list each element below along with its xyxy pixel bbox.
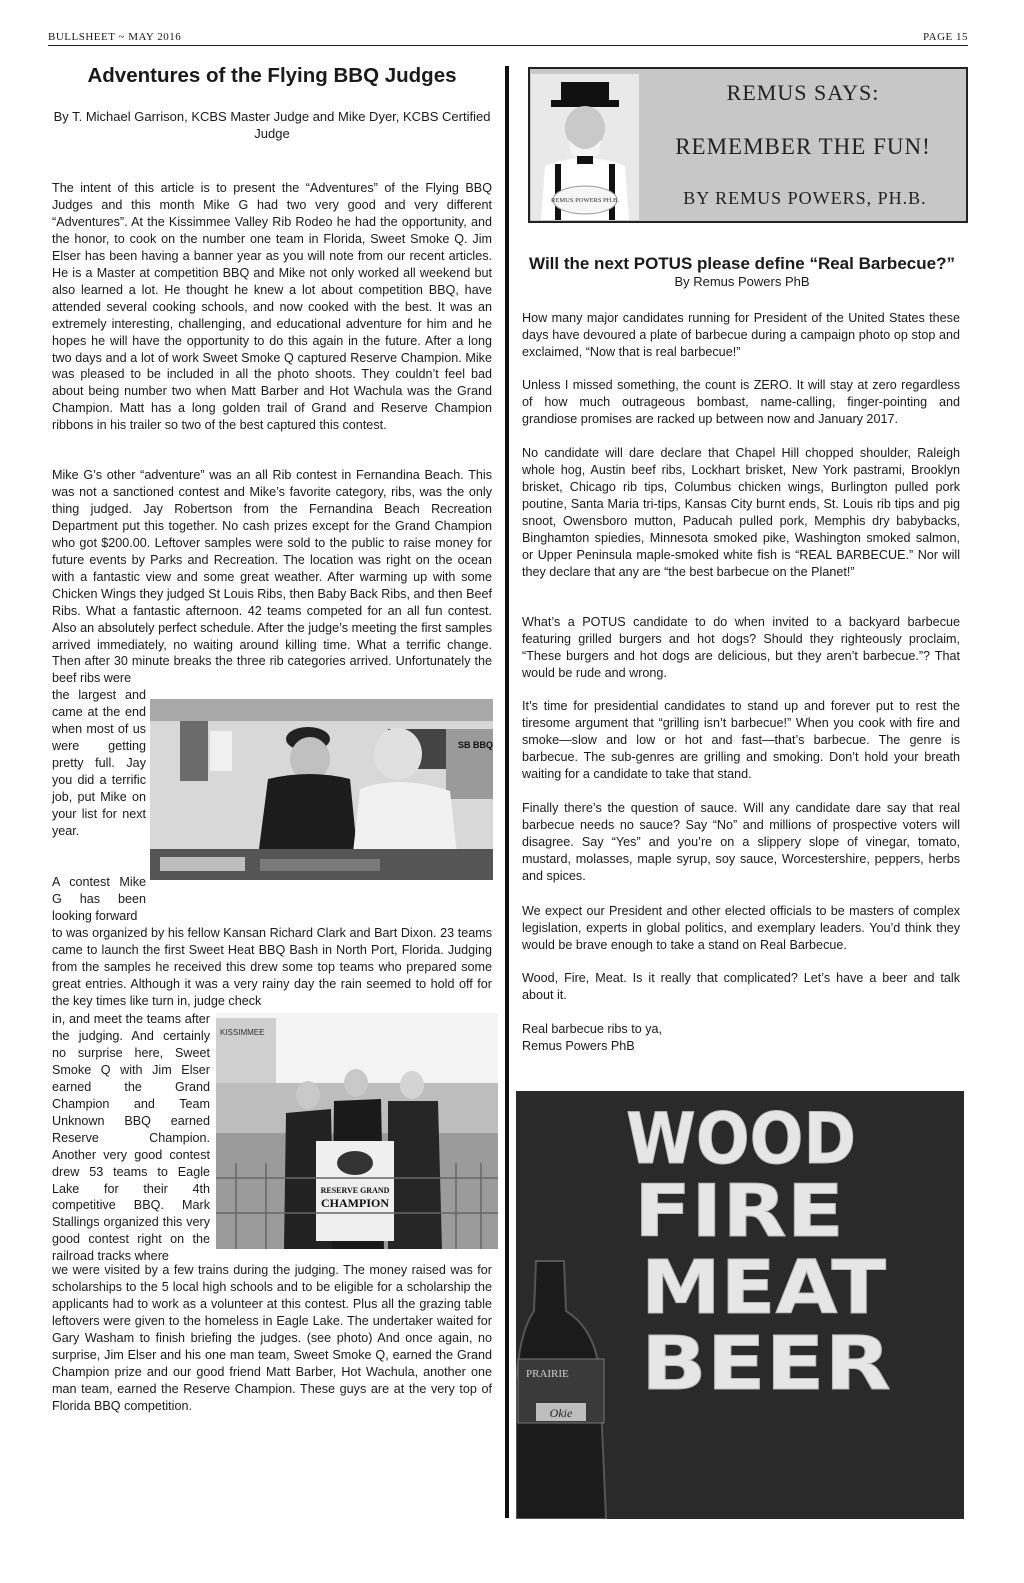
column-byline: By Remus Powers PhB xyxy=(674,274,810,289)
bottle-label-text: PRAIRIE xyxy=(526,1368,569,1380)
column-closing xyxy=(522,1021,960,1055)
poster-line-fire: FIRE xyxy=(634,1169,844,1253)
column-paragraph-1: How many major candidates running for President of the United States these days have devoured a plate of barbecue during a campaign photo op stop and exclaimed, “Now that is real barbecue!” xyxy=(522,311,960,359)
apron-text: REMUS POWERS PH.B. xyxy=(551,197,619,204)
column-paragraph-2: Unless I missed something, the count is ZERO. It will stay at zero regardless of how much outrageous bombast, name-calling, finger-pointing and grandiose promises are racked up between now and January 2017. xyxy=(522,378,960,426)
poster-line-beer: BEER xyxy=(641,1321,891,1407)
remus-byline: BY REMUS POWERS, PH.B. xyxy=(683,188,927,208)
banner-line-2: CHAMPION xyxy=(321,1196,389,1210)
column-paragraph-3: No candidate will dare declare that Chapel Hill chopped shoulder, Raleigh whole hog, Austin beef ribs, Lockhart brisket, New York pastrami, Brooklyn brisket, Chicago rib tips, Columbus chicken wings, Burlington pulled pork poutine, Santa Maria tri-tips, Kansas City burnt ends, St. Louis rib tips and pig snoot, Owensboro mutton, Paducah pulled pork, Memphis dry babybacks, Binghamton spiedies, Minnesota smoked pike, Washington smoked salmon, or Upper Peninsula maple-smoked white fish is “REAL BARBECUE.” Nor will they declare that any are “the best barbecue on the Planet!” xyxy=(522,446,960,579)
article-paragraph-3-wrap: A contest Mike G has been looking forward xyxy=(52,875,146,923)
column-closing-line-1: Real barbecue ribs to ya, xyxy=(522,1022,663,1036)
article-paragraph-2: Mike G’s other “adventure” was an all Rib contest in Fernandina Beach. This was not a sanctioned contest and Mike’s favorite category, ribs, was the only thing judged. Jay Robertson from the Fernandina Beach Recreation Department put this together. No cash prizes except for the Grand Champion who got $200.00. Leftover samples were sold to the public to raise money for future events by Parks and Recreation. The location was right on the ocean with a fantastic view and some great weather. After warming up with some Chicken Wings they judged St Louis Ribs, then Baby Back Ribs, and then Beef Ribs. What a fantastic afternoon. 42 teams competed for an all fun contest. Also an absolutely perfect schedule. After the judge’s meeting the first samples arrived immediately, no waiting around killing time. What a terrific change. Then after 30 minute breaks the three rib categories arrived. Unfortunately the beef ribs were xyxy=(52,468,492,686)
header-page-number: PAGE 15 xyxy=(923,31,968,43)
photo-winners-banner xyxy=(216,1013,498,1249)
photo-cooking-team xyxy=(150,699,493,880)
banner-line-1: RESERVE GRAND xyxy=(320,1186,390,1195)
photo-remus-powers xyxy=(531,74,639,220)
remus-says-heading: REMUS SAYS: xyxy=(726,80,880,105)
column-signature: Remus Powers PhB xyxy=(522,1038,635,1053)
article-paragraph-1: The intent of this article is to present the “Adventures” of the Flying BBQ Judges and this month Mike G had two very good and very different “Adventures”. At the Kissimmee Valley Rib Rodeo he had the opportunity, and the honor, to cook on the number one team in Florida, Sweet Smoke Q. Jim Elser has been having a banner year as you will note from our recent articles. He is a Master at competition BBQ and Mike not only worked all weekend but also learned a lot. He thought he knew a lot about competition BBQ, have attended several cooking schools, and now cooked with the best. It was an extremely interesting, challenging, and educational adventure for him and he hopes he will have the opportunity to do this again in the future. After a long two days and a lot of work Sweet Smoke Q captured Reserve Champion. Mike was pleased to be included in all the photo shoots. They couldn’t feel bad about being number two when Matt Barber and Hot Wachula was the Grand Champion. Matt has a long golden trail of Grand and Reserve Champion ribbons in his trailer so two of the best captured this contest. xyxy=(52,181,492,433)
column-paragraph-8: Wood, Fire, Meat. Is it really that complicated? Let’s have a beer and talk about it. xyxy=(522,971,960,1002)
poster-line-wood: WOOD xyxy=(626,1098,856,1180)
article-byline: By T. Michael Garrison, KCBS Master Judge and Mike Dyer, KCBS Certified Judge xyxy=(53,109,491,141)
running-header xyxy=(48,28,968,46)
article-paragraph-4-wrap: in, and meet the teams after the judging. And certainly no surprise here, Sweet Smoke Q with Jim Elser earned the Grand Champion and Team Unknown BBQ earned Reserve Champion. Another very good contest drew 53 teams to Eagle Lake for their 4th competitive BBQ. Mark Stallings organized this very good contest right on the railroad tracks where xyxy=(52,1012,210,1264)
poster-line-meat: MEAT xyxy=(641,1245,887,1331)
photo-sign-text: SB BBQ xyxy=(458,740,493,750)
column-paragraph-6: Finally there’s the question of sauce. Will any candidate dare say that real barbecue needs no sauce? Say “No” and millions of prospective voters will disagree. Say “Yes” and you’re on a slippery slope of vinegar, tomato, mustard, molasses, maple syrup, soy sauce, Worcestershire, peppers, herbs and spices. xyxy=(522,801,960,883)
photo-sign-text: KISSIMMEE xyxy=(220,1028,265,1037)
column-paragraph-4: What’s a POTUS candidate to do when invited to a backyard barbecue featuring grilled burgers and hot dogs? Should they righteously proclaim, “These burgers and hot dogs are delicious, but they aren’t barbecue.”? That would be rude and wrong. xyxy=(522,615,960,680)
article-paragraph-2-wrap: the largest and came at the end when most of us were getting pretty full. Jay you did a terrific job, put Mike on your list for next year. xyxy=(52,688,146,838)
article-paragraph-4: we were visited by a few trains during the judging. The money raised was for scholarships to the 5 local high schools and to be eligible for a scholarship the applicants had to work as a volunteer at this contest. Plus all the grazing table leftovers were given to the homeless in Eagle Lake. The undertaker waited for Gary Washam to finish briefing the judges. (see photo) And once again, no surprise, Jim Elser and his one man team, Sweet Smoke Q, earned the Grand Champion prize and our good friend Matt Barber, Hot Wachula, another one man team, earned the Reserve Champion. These guys are at the very top of Florida BBQ competition. xyxy=(52,1263,492,1413)
column-paragraph-5: It’s time for presidential candidates to stand up and forever put to rest the tiresome argument that “grilling isn’t barbecue!” When you cook with fire and smoke—slow and low or hot and fast—that’s barbecue. The genre is barbecue. The sub-genres are grilling and smoking. Don’t hold your breath waiting for a candidate to take that stand. xyxy=(522,699,960,781)
remus-tagline: REMEMBER THE FUN! xyxy=(675,134,931,159)
article-title: Adventures of the Flying BBQ Judges xyxy=(87,64,457,87)
header-publication: BULLSHEET ~ MAY 2016 xyxy=(48,31,182,43)
bottle-tag-text: Okie xyxy=(549,1406,573,1420)
column-heading: Will the next POTUS please define “Real Barbecue?” xyxy=(529,254,955,273)
article-paragraph-3: to was organized by his fellow Kansan Richard Clark and Bart Dixon. 23 teams came to launch the first Sweet Heat BBQ Bash in North Port, Florida. Judging from the samples he received this drew some top teams who prepared some great entries. Although it was a very rainy day the rain seemed to hold off for the key times like turn in, judge check xyxy=(52,926,492,1008)
column-divider xyxy=(505,66,509,1518)
photo-wood-fire-meat-beer xyxy=(516,1091,964,1519)
column-paragraph-7: We expect our President and other elected officials to be masters of complex legislation, experts in global politics, and exemplary leaders. You’d think they would be brave enough to take a stand on Real Barbecue. xyxy=(522,904,960,952)
